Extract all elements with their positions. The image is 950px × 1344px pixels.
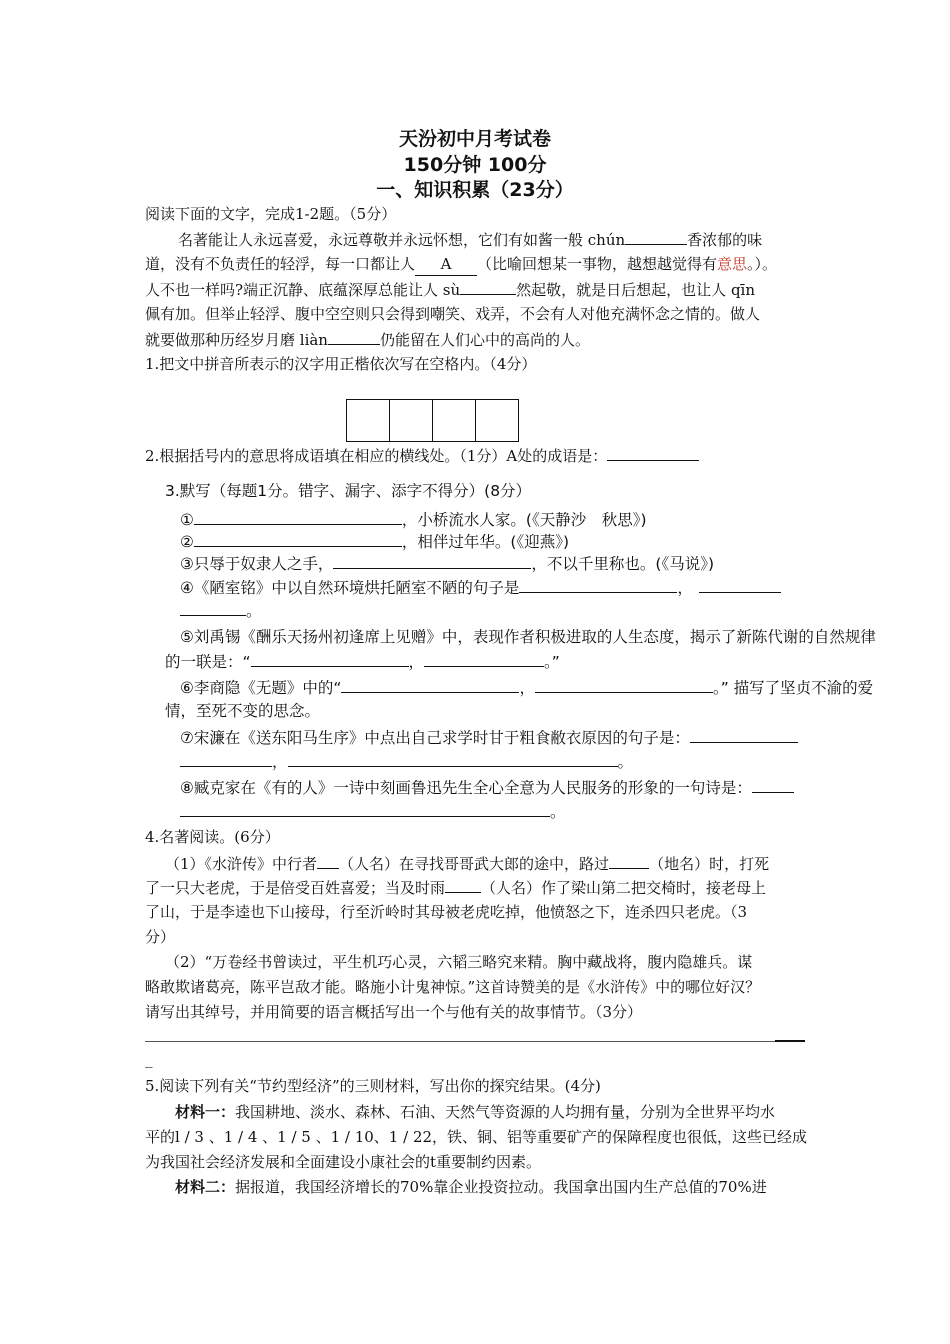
q4-part1-line1: （1）《水浒传》中行者 （人名）在寻找哥哥武大郎的途中，路过 （地名）时，打死 bbox=[165, 852, 769, 875]
question-3-title: 3.默写（每题1分。错字、漏字、添字不得分）(8分） bbox=[165, 482, 532, 500]
answer-box[interactable] bbox=[432, 399, 476, 442]
q4-part1-line3: 了山，于是李逵也下山接母，行至沂岭时其母被老虎吃掉，他愤怒之下，连杀四只老虎。（3 bbox=[145, 903, 748, 921]
q4-part1-line2: 了一只大老虎，于是倍受百姓喜爱；当及时雨 （人名）作了梁山第二把交椅时，接老母上 bbox=[145, 876, 766, 899]
answer-box[interactable] bbox=[346, 399, 390, 442]
recite-blank[interactable] bbox=[180, 750, 272, 767]
answer-line[interactable] bbox=[145, 1041, 805, 1042]
pinyin-blank-su[interactable] bbox=[460, 278, 516, 295]
recite-blank[interactable] bbox=[424, 650, 544, 667]
recite-blank[interactable] bbox=[341, 676, 519, 693]
question-4-title: 4.名著阅读。(6分） bbox=[145, 828, 280, 846]
pinyin-blank-chun[interactable] bbox=[625, 228, 687, 245]
recite-item-6-cont: 情，至死不变的思念。 bbox=[165, 702, 321, 720]
recite-blank[interactable] bbox=[535, 676, 713, 693]
recite-item-7: ⑦宋濂在《送东阳马生序》中点出自己求学时甘于粗食敝衣原因的句子是： bbox=[180, 726, 798, 749]
material-1-line1: 材料一：我国耕地、淡水、森林、石油、天然气等资源的人均拥有量，分别为全世界平均水 bbox=[175, 1103, 776, 1121]
exam-duration-score: 150分钟 100分 bbox=[403, 154, 547, 176]
pinyin-blank-lian[interactable] bbox=[328, 328, 380, 345]
idiom-answer-blank[interactable] bbox=[607, 444, 699, 461]
q4-part2-line1: （2）“万卷经书曾读过，平生机巧心灵，六韬三略究来精。胸中藏战将，腹内隐雄兵。谋 bbox=[165, 953, 753, 971]
question-2: 2.根据括号内的意思将成语填在相应的横线处。（1分）A处的成语是： bbox=[145, 444, 699, 467]
q4-part1-line4: 分） bbox=[145, 928, 176, 946]
recite-blank[interactable] bbox=[194, 508, 402, 525]
recite-blank[interactable] bbox=[194, 530, 402, 547]
passage-line-3: 人不也一样吗?端正沉静、底蕴深厚总能让人 sù 然起敬，就是日后想起，也让人 qīn bbox=[145, 278, 755, 301]
recite-item-5-cont: 的一联是：“ ， 。” bbox=[165, 650, 560, 673]
passage-line-4: 佩有加。但举止轻浮、腹中空空则只会得到嘲笑、戏弄，不会有人对他充满怀念之情的。做人 bbox=[145, 305, 761, 323]
answer-box-group bbox=[346, 399, 518, 442]
recite-item-3: ③只辱于奴隶人之手， ，不以千里称也。(《马说》) bbox=[180, 552, 714, 575]
recite-blank[interactable] bbox=[699, 576, 781, 593]
recite-blank[interactable] bbox=[519, 576, 677, 593]
question-5-title: 5.阅读下列有关“节约型经济”的三则材料，写出你的探究结果。(4分) bbox=[145, 1077, 601, 1095]
recite-blank[interactable] bbox=[333, 552, 531, 569]
recite-blank[interactable] bbox=[180, 599, 246, 616]
section-heading: 一、知识积累（23分） bbox=[376, 179, 574, 201]
place-blank[interactable] bbox=[609, 852, 649, 869]
material-1-line3: 为我国社会经济发展和全面建设小康社会的t重要制约因素。 bbox=[145, 1153, 542, 1171]
recite-blank[interactable] bbox=[288, 750, 618, 767]
recite-item-6: ⑥李商隐《无题》中的“ ， 。” 描写了坚贞不渝的爱 bbox=[180, 676, 873, 699]
recite-item-8: ⑧臧克家在《有的人》一诗中刻画鲁迅先生全心全意为人民服务的形象的一句诗是： bbox=[180, 776, 794, 799]
recite-blank[interactable] bbox=[752, 776, 794, 793]
passage-line-2: 道，没有不负责任的轻浮，每一口都让人 A （比喻回想某一事物，越想越觉得有意思。）。 bbox=[145, 253, 777, 276]
answer-line-dash: _ bbox=[145, 1050, 153, 1068]
q4-part2-line3: 请写出其绰号，并用简要的语言概括写出一个与他有关的故事情节。（3分） bbox=[145, 1003, 643, 1021]
recite-blank[interactable] bbox=[251, 650, 409, 667]
name-blank[interactable] bbox=[445, 876, 481, 893]
recite-item-8-cont: 。 bbox=[180, 800, 566, 823]
recite-blank[interactable] bbox=[180, 800, 550, 817]
question-1: 1.把文中拼音所表示的汉字用正楷依次写在空格内。（4分） bbox=[145, 355, 537, 373]
material-1-line2: 平的l / 3 、1 / 4 、1 / 5 、1 / 10、1 / 22，铁、铜、铝等重要矿产的保障程度也很低，这些已经成 bbox=[145, 1128, 808, 1146]
recite-item-2: ② ，相伴过年华。(《迎燕》) bbox=[180, 530, 569, 553]
answer-line-end bbox=[775, 1040, 805, 1042]
idiom-blank-a[interactable]: A bbox=[415, 253, 477, 276]
recite-item-4: ④《陋室铭》中以自然环境烘托陋室不陋的句子是 ， bbox=[180, 576, 781, 599]
answer-box[interactable] bbox=[389, 399, 433, 442]
q4-part2-line2: 略敢欺诸葛亮，陈平岂敌才能。略施小计鬼神惊。”这首诗赞美的是《水浒传》中的哪位好汉？ bbox=[145, 978, 761, 996]
recite-item-5: ⑤刘禹锡《酬乐天扬州初逢席上见赠》中，表现作者积极进取的人生态度，揭示了新陈代谢的自然规律 bbox=[180, 628, 876, 646]
passage-intro: 阅读下面的文字，完成1-2题。（5分） bbox=[145, 205, 397, 223]
material-2-line1: 材料二：据报道，我国经济增长的70%靠企业投资拉动。我国拿出国内生产总值的70%进 bbox=[175, 1178, 767, 1196]
answer-box[interactable] bbox=[475, 399, 519, 442]
exam-title: 天汾初中月考试卷 bbox=[398, 128, 551, 150]
recite-item-7-cont: ， 。 bbox=[180, 750, 633, 773]
name-blank[interactable] bbox=[317, 852, 339, 869]
recite-item-4-cont: 。 bbox=[180, 599, 262, 622]
passage-line-5: 就要做那种历经岁月磨 liàn 仍能留在人们心中的高尚的人。 bbox=[145, 328, 590, 351]
recite-blank[interactable] bbox=[690, 726, 798, 743]
passage-line-1: 名著能让人永远喜爱，永远尊敬并永远怀想，它们有如酱一般 chún 香浓郁的味 bbox=[178, 228, 762, 251]
recite-item-1: ① ，小桥流水人家。(《天静沙 秋思》) bbox=[180, 508, 647, 531]
